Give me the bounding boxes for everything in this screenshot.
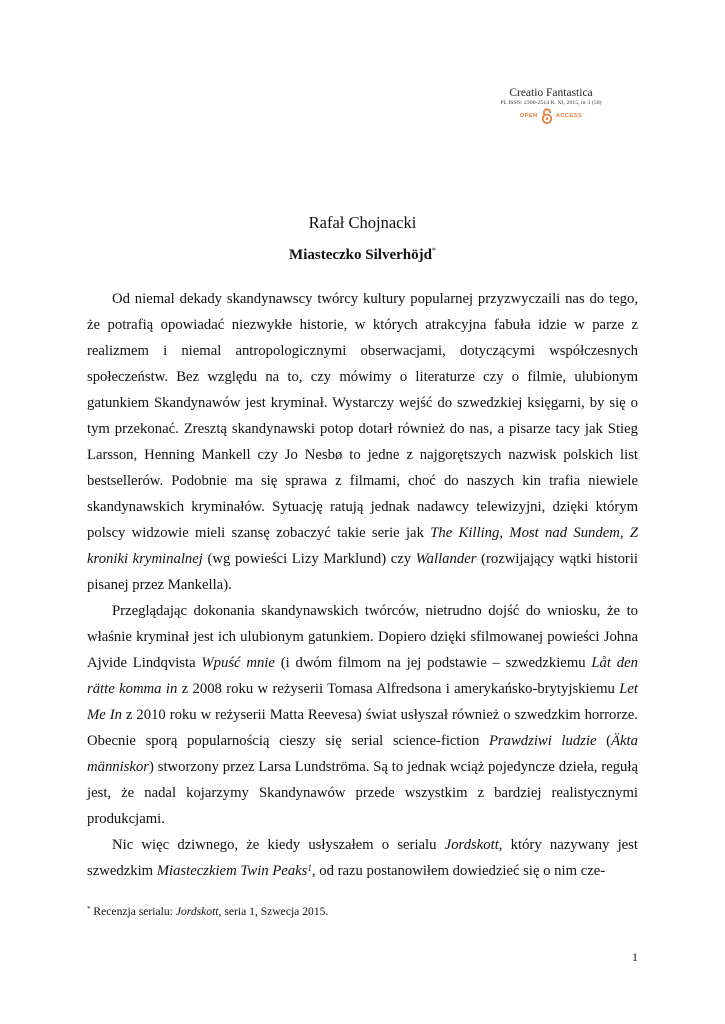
open-access-badge: [470, 108, 632, 124]
footnote-prefix: Recenzja serialu:: [90, 905, 176, 918]
journal-title: Creatio Fantastica: [509, 87, 593, 99]
text-run: z 2010 roku w reżyserii Matta Reevesa) świat usłyszał również o szwedzkim horrorze. Obecnie sporą popularnością cieszy się serial science-fiction: [87, 707, 638, 749]
page-number: 1: [632, 950, 638, 964]
text-run: (wg powieści Lizy Marklund) czy: [202, 551, 416, 567]
italic-title: Miasteczkiem Twin Peaks: [156, 863, 308, 879]
italic-title: Prawdziwi ludzie: [488, 733, 597, 749]
paragraph: [87, 598, 638, 832]
article-title-text: Miasteczko Silverhöjd: [289, 247, 432, 263]
text-run: (i dwóm filmom na jej podstawie – szwedzkiemu: [274, 655, 592, 671]
footnote-series-title: Jordskott: [175, 905, 219, 918]
footnote-ref: 1: [307, 863, 312, 873]
paragraph: [87, 832, 638, 884]
italic-title: Wallander: [415, 551, 477, 567]
italic-title: Wpuść mnie: [201, 655, 275, 671]
footnote-suffix: , seria 1, Szwecja 2015.: [218, 905, 329, 918]
author-name: Rafał Chojnacki: [308, 213, 417, 232]
text-run: (: [596, 733, 612, 749]
italic-title: Z kroniki kryminalnej: [87, 525, 639, 567]
italic-title: Äkta människor: [87, 733, 638, 775]
text-run: Nic więc dziwnego, że kiedy usłyszałem o serialu: [112, 837, 445, 853]
journal-issn: PL ISSN: 2300-2514 R. XI, 2015, nr 3 (50): [500, 99, 602, 106]
article-title: [0, 246, 725, 264]
text-run: , który nazywany jest szwedzkim: [87, 837, 638, 879]
italic-title: Jordskott: [444, 837, 499, 853]
text-run: ) stworzony przez Larsa Lundströma. Są to jednak wciąż pojedyncze dzieła, regułą jest, że nadal kojarzymy Skandynawów przede wszystkim z bardziej realistycznymi produkcjami.: [87, 759, 638, 827]
italic-title: Most nad Sundem: [509, 525, 620, 541]
text-run: Przeglądając dokonania skandynawskich twórców, nietrudno dojść do wniosku, że to właśnie kryminał jest ich ulubionym gatunkiem. Dopiero dzięki sfilmowanej powieści Johna Ajvide Lindqvista: [87, 603, 638, 671]
open-label: OPEN: [519, 112, 538, 119]
paragraph: [87, 286, 638, 598]
text-run: , od razu postanowiłem dowiedzieć się o nim cze-: [311, 863, 606, 879]
italic-title: The Killing: [430, 525, 500, 541]
italic-title: Let Me In: [87, 681, 638, 723]
access-label: ACCESS: [555, 112, 583, 119]
title-footnote-mark: *: [431, 246, 436, 255]
article-body: [87, 286, 638, 884]
text-run: Od niemal dekady skandynawscy twórcy kultury popularnej przyzwyczaili nas do tego, że potrafią opowiadać niezwykłe historie, w których atrakcyjna fabuła idzie w parze z realizmem i niemal antropologicznymi obserwacjami, dotyczącymi współczesnych społeczeństw. Bez względu na to, czy mówimy o literaturze czy o filmie, ulubionym gatunkiem Skandynawów jest kryminał. Wystarczy wejść do szwedzkiej księgarni, by się o tym przekonać. Zresztą skandynawski potop dotarł również do nas, a pisarze tacy jak Stieg Larsson, Henning Mankell czy Jo Nesbø to jedne z najgorętszych nazwisk polskich list bestsellerów. Podobnie ma się sprawa z filmami, choć do naszych kin trafia niewiele skandynawskich kryminałów. Sytuację ratują jednak nadawcy telewizyjni, dzięki którym polscy widzowie mieli szansę zobaczyć takie serie jak: [87, 291, 638, 541]
text-run: (rozwijający wątki historii pisanej przez Mankella).: [87, 551, 638, 593]
text-run: z 2008 roku w reżyserii Tomasa Alfredsona i amerykańsko-brytyjskiemu: [177, 681, 620, 697]
text-run: ,: [499, 525, 510, 541]
footnote-mark: *: [87, 905, 91, 913]
journal-header: [470, 87, 632, 124]
text-run: ,: [619, 525, 630, 541]
italic-title: Låt den rätte komma in: [87, 655, 638, 697]
open-access-lock-icon: [541, 108, 553, 124]
footnote: [87, 905, 328, 918]
